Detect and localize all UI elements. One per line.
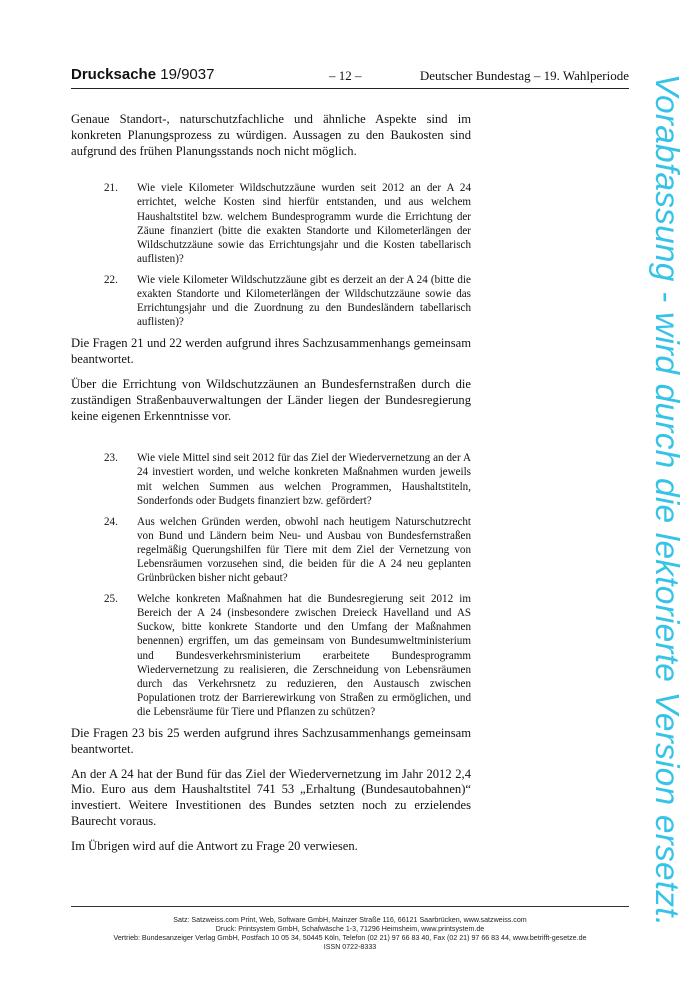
doc-label: Drucksache: [71, 66, 157, 83]
answer-paragraph: Im Übrigen wird auf die Antwort zu Frage 20 verwiesen.: [71, 838, 358, 853]
question-text: Wie viele Mittel sind seit 2012 für das Ziel der Wiedervernetzung an der A 24 investiert worden, und welche konkreten Maßnahmen wurden jeweils mit welchen Summen aus welchen Programmen, Haushaltstiteln, Sonderfonds oder Budgets finanziert bzw. gefördert?: [137, 452, 471, 507]
question-item: [71, 181, 471, 266]
answer-paragraph: Die Fragen 23 bis 25 werden aufgrund ihres Sachzusammenhangs gemeinsam beantwortet.: [71, 726, 471, 756]
document-number: [71, 66, 214, 83]
question-text: Welche konkreten Maßnahmen hat die Bundesregierung seit 2012 im Bereich der A 24 (insbesondere zwischen Dreieck Havelland und AS Suckow, bitte konkrete Standorte und den Umfang der Maßnahmen benennen) ergriffen, um das gemeinsam von Bundesumweltministerium und Bundesverkehrsministerium erarbeitete Bundesprogramm Wiedervernetzung zu realisieren, die Zerschneidung von Lebensräumen durch das Verkehrsnetz zu reduzieren, den Austausch zwischen Populationen trotz der Barrierewirkung von Straßen zu ermöglichen, und die Lebensräume für Tiere und Pflanzen zu schützen?: [137, 593, 471, 718]
question-text: Wie viele Kilometer Wildschutzzäune gibt es derzeit an der A 24 (bitte die exakten Standorte und Kilometerlängen der Wildschutzzäune sowie das Errichtungsjahr und die Zuordnung zu den Bundesländern tabellarisch auflisten)?: [137, 273, 471, 329]
page-number: – 12 –: [329, 68, 362, 83]
publisher: Deutscher Bundestag – 19. Wahlperiode: [419, 68, 629, 83]
question-number: 22.: [104, 273, 118, 286]
footer-typesetting: Satz: Satzweiss.com Print, Web, Software GmbH, Mainzer Straße 116, 66121 Saarbrücken, www.satzweiss.com: [173, 916, 527, 924]
question-number: 24.: [104, 515, 118, 528]
question-item: [71, 451, 471, 507]
intro-paragraph: Genaue Standort-, naturschutzfachliche und ähnliche Aspekte sind im konkreten Planungsprozess zu würdigen. Aussagen zu den Baukosten sind aufgrund des frühen Planungsstands noch nicht möglich.: [71, 112, 471, 158]
footer-issn: ISSN 0722-8333: [323, 942, 377, 951]
question-number: 21.: [104, 182, 118, 195]
question-number: 23.: [104, 452, 118, 465]
question-number: 25.: [104, 593, 118, 606]
question-item: [71, 592, 471, 719]
answer-paragraph: Die Fragen 21 und 22 werden aufgrund ihres Sachzusammenhangs gemeinsam beantwortet.: [71, 336, 471, 367]
answer-paragraph: An der A 24 hat der Bund für das Ziel der Wiedervernetzung im Jahr 2012 2,4 Mio. Euro aus dem Haushaltstitel 741 53 „Erhaltung (Bundesautobahnen)“ investiert. Weitere Investitionen des Bundes setzten noch zu erzielendes Baurecht voraus.: [71, 766, 471, 828]
question-text: Wie viele Kilometer Wildschutzzäune wurden seit 2012 an der A 24 errichtet, welche Kosten sind hierfür entstanden, und aus welchem Haushaltstitel bzw. welchem Bundesprogramm wurde die Errichtung der Zäune finanziert (bitte die exakten Standorte und Kilometerlängen der Wildschutzzäune sowie das Errichtungsjahr und die Kosten tabellarisch auflisten)?: [137, 182, 471, 265]
doc-number: 19/9037: [160, 66, 215, 83]
question-text: Aus welchen Gründen werden, obwohl nach heutigem Naturschutzrecht von Bund und Ländern beim Neu- und Ausbau von Bundesfernstraßen regelmäßig Querungshilfen für Tiere mit dem Ziel der Vernetzung von Lebensräumen vorzusehen sind, die beiden für die A 24 neu geplanten Grünbrücken bisher nicht gebaut?: [137, 515, 471, 585]
page-footer: [71, 916, 629, 952]
footer-divider: [71, 906, 629, 907]
draft-watermark: Vorabfassung - wird durch die lektorierte Version ersetzt.: [648, 73, 685, 927]
document-body: [71, 112, 471, 864]
question-item: [71, 515, 471, 585]
page-header: [71, 66, 629, 89]
footer-distribution: Vertrieb: Bundesanzeiger Verlag GmbH, Postfach 10 05 34, 50445 Köln, Telefon (02 21) 97 66 83 40, Fax (02 21) 97 66 83 44, www.betrifft-gesetze.de: [113, 933, 587, 942]
footer-printing: Druck: Printsystem GmbH, Schafwäsche 1-3, 71296 Heimsheim, www.printsystem.de: [215, 924, 485, 933]
question-item: [71, 273, 471, 329]
answer-paragraph: Über die Errichtung von Wildschutzzäunen an Bundesfernstraßen durch die zuständigen Straßenbauverwaltungen der Länder liegen der Bundesregierung keine eigenen Erkenntnisse vor.: [71, 376, 471, 423]
